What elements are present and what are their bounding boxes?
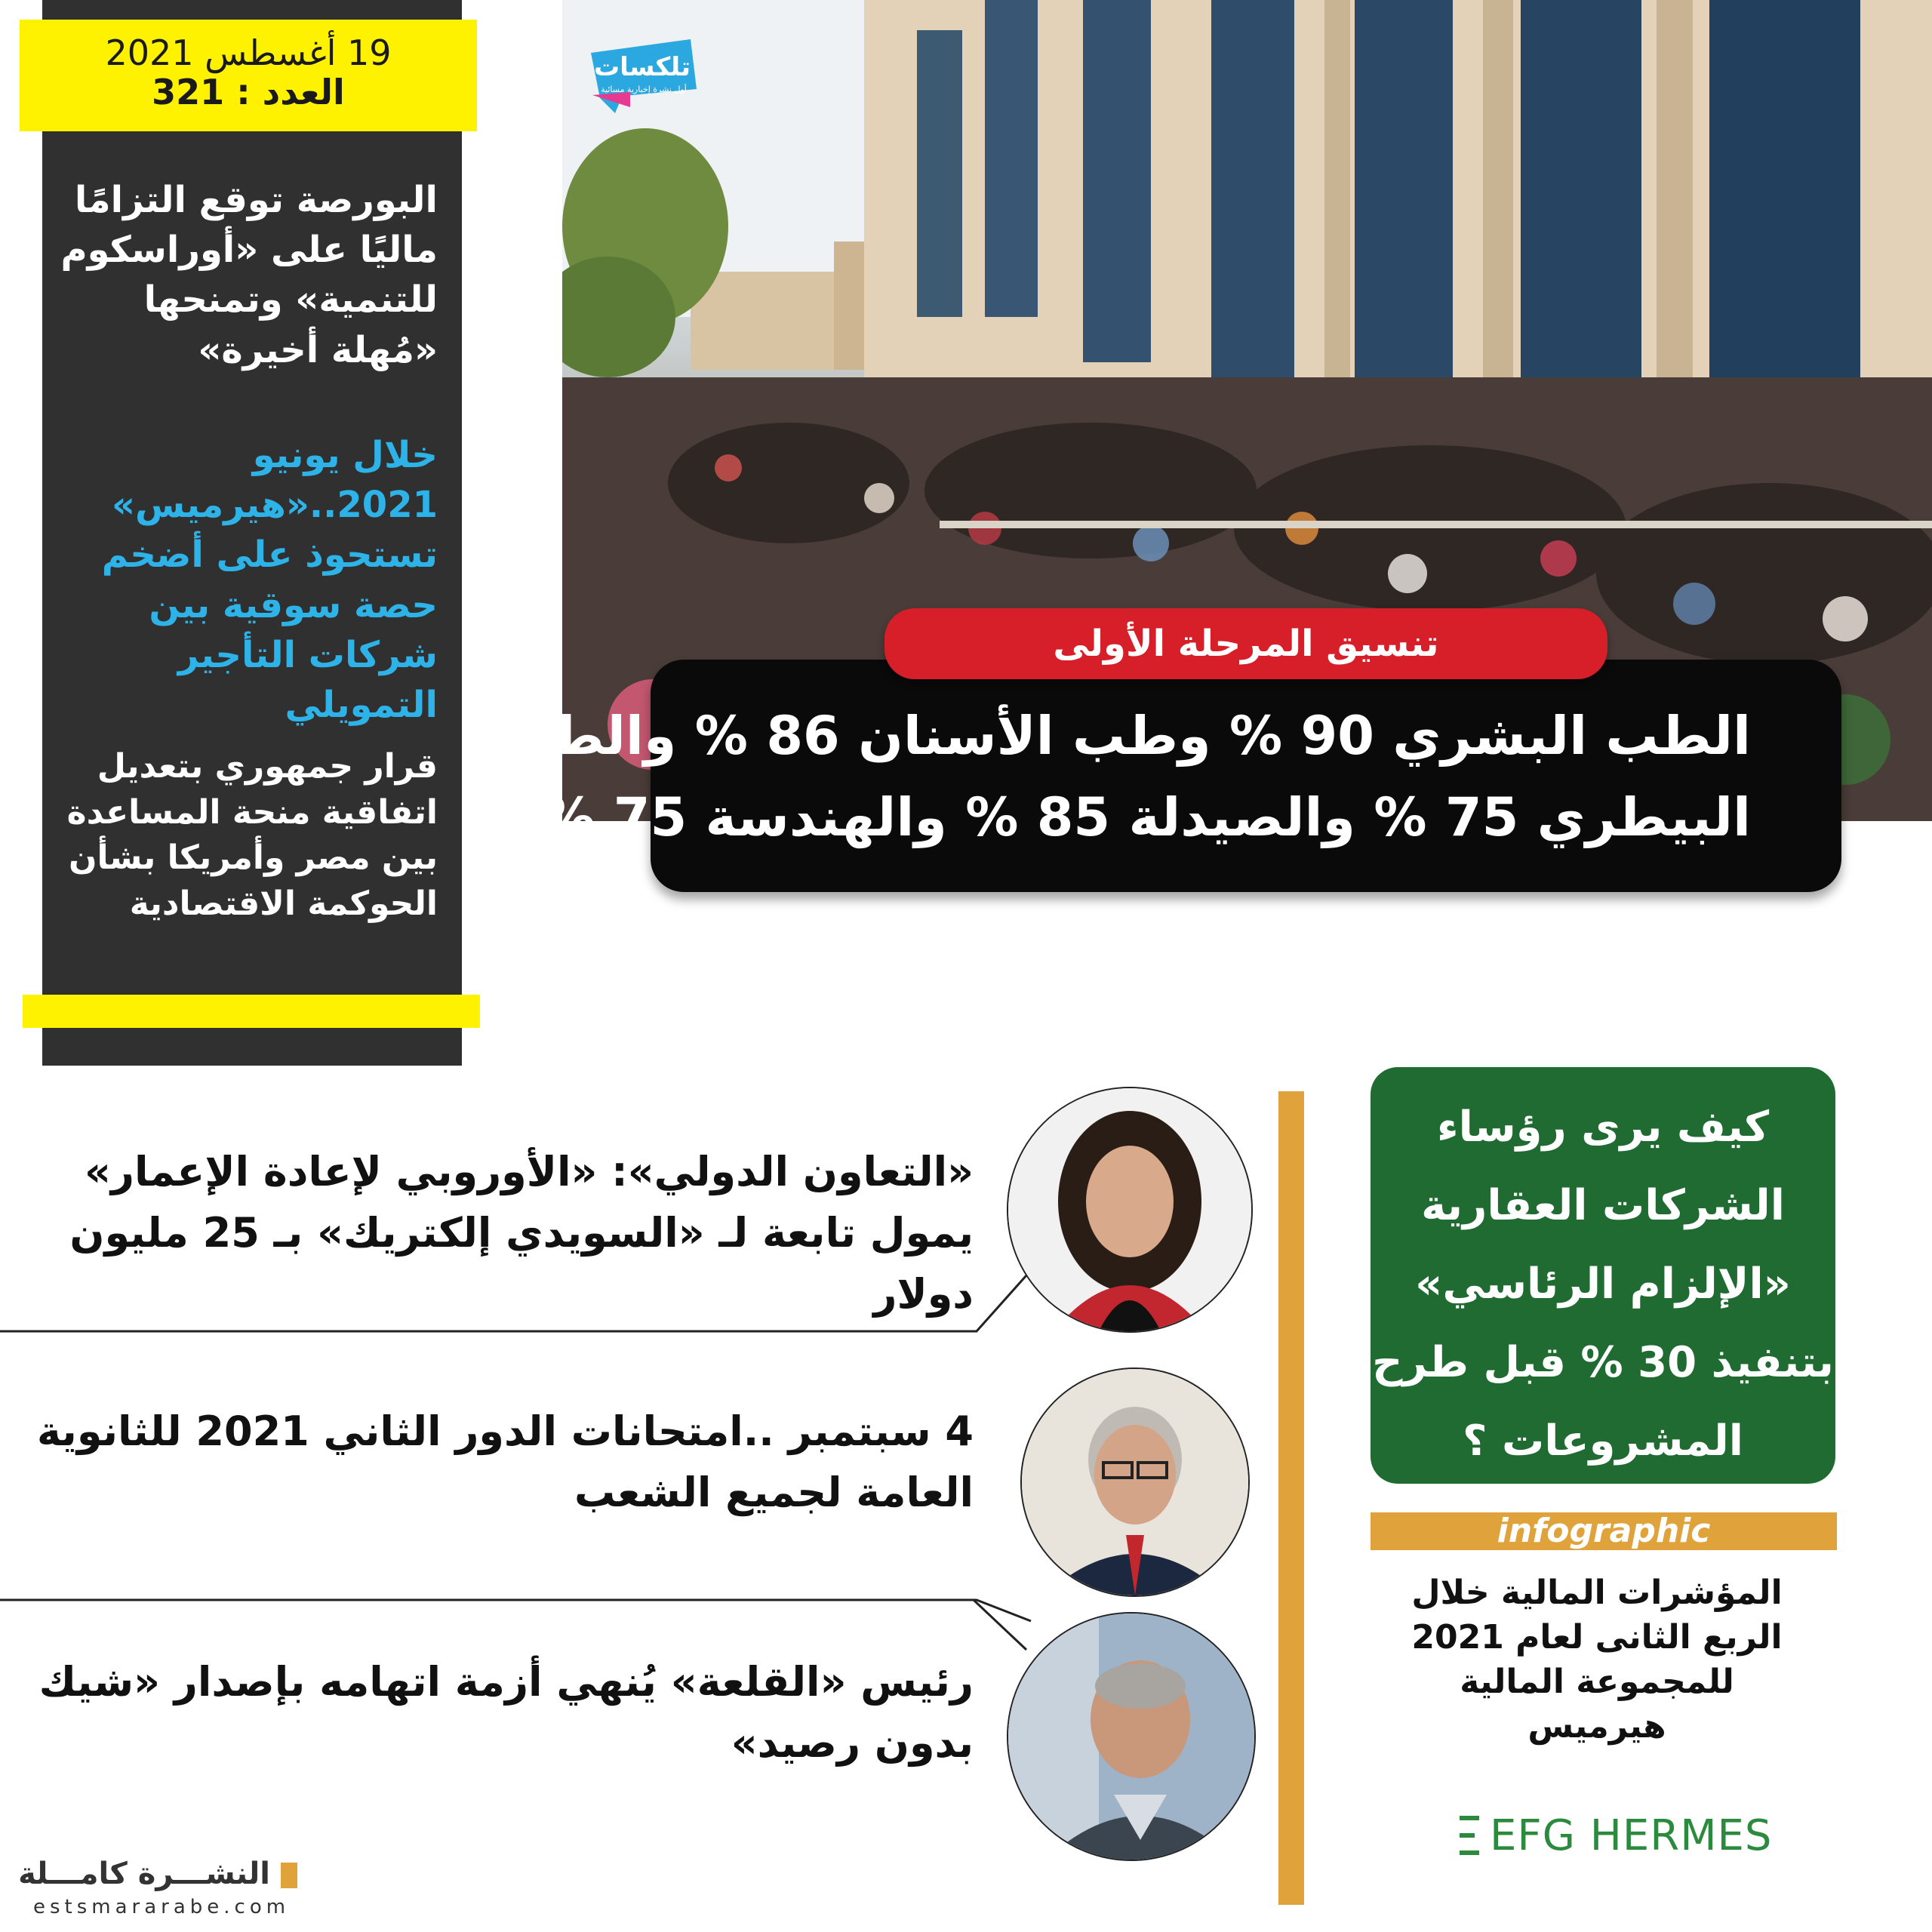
sidebar-news-3[interactable]: قرار جمهوري بتعديل اتفاقية منحة المساعدة بين مصر وأمريكا بشأن الحوكمة الاقتصادية	[66, 747, 438, 924]
divider-bar	[1278, 1091, 1304, 1905]
issue-date-box	[20, 20, 477, 131]
headline-label: تنسيق المرحلة الأولى	[884, 608, 1607, 679]
headline-line-2: البيطري 75 % والصيدلة 85 % والهندسة 75 %	[542, 786, 1751, 848]
footer-square-icon	[281, 1863, 297, 1888]
headline-box[interactable]	[498, 660, 1841, 892]
footer-name: النشـــرة كامـــلة	[18, 1857, 270, 1891]
news-item-1[interactable]: «التعاون الدولي»: «الأوروبي لإعادة الإعمار» يمول تابعة لـ «السويدي إلكتريك» بـ 25 مليون دولار	[69, 1148, 974, 1318]
footer-logo[interactable]	[18, 1857, 297, 1924]
sidebar-news-2[interactable]: خلال يونيو 2021..«هيرميس» تستحوذ على أضخم حصة سوقية بين شركات التأجير التمويلي	[101, 434, 438, 727]
brand-name: تلكسات	[594, 52, 691, 82]
brand-tagline: أول نشرة إخبارية مسائية	[601, 85, 687, 94]
infographic-label: infographic	[1371, 1512, 1837, 1550]
news-item-3[interactable]: رئيس «القلعة» يُنهي أزمة اتهامه بإصدار «شيك بدون رصيد»	[38, 1658, 974, 1767]
efg-hermes-logo	[1460, 1811, 1773, 1860]
feature-line-4: بتنفيذ 30 % قبل طرح	[1372, 1338, 1834, 1387]
feature-line-5: المشروعات ؟	[1463, 1417, 1743, 1466]
feature-line-2: الشركات العقارية	[1421, 1181, 1785, 1230]
feature-line-3: «الإلزام الرئاسي»	[1415, 1260, 1791, 1309]
efg-mark-icon	[1460, 1816, 1481, 1855]
news-connector-line-3	[0, 1597, 1057, 1687]
issue-number: العدد : 321	[152, 72, 345, 113]
footer-url[interactable]: estsmararabe.com	[33, 1896, 291, 1918]
headline-line-1: الطب البشري 90 % وطب الأسنان 86 % والطب	[498, 705, 1751, 767]
feature-line-1: كيف يرى رؤساء	[1436, 1103, 1770, 1152]
efg-logo-text: EFG HERMES	[1490, 1811, 1773, 1860]
sidebar-news-1[interactable]: البورصة توقع التزامًا ماليًا على «أوراسكوم للتنمية» وتمنحها «مُهلة أخيرة»	[60, 179, 438, 371]
news-item-2[interactable]: 4 سبتمبر ..امتحانات الدور الثاني 2021 للثانوية العامة لجميع الشعب	[36, 1407, 974, 1516]
feature-box[interactable]	[1371, 1067, 1835, 1484]
issue-date: 19 أغسطس 2021	[105, 32, 392, 73]
sidebar-bottom-bar	[23, 995, 480, 1028]
news-connector-lines	[0, 1208, 1057, 1887]
infographic-text[interactable]: المؤشرات المالية خلال الربع الثانى لعام 2021 للمجموعة المالية هيرميس	[1411, 1574, 1783, 1746]
brand-logo	[585, 23, 698, 113]
